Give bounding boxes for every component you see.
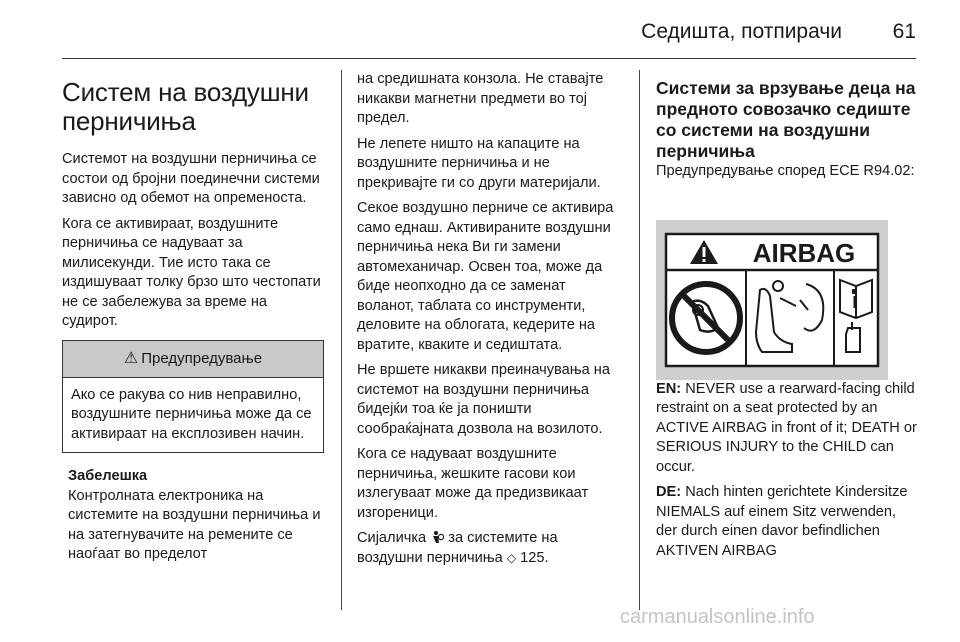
airbag-lamp-icon [430, 530, 448, 546]
page-number: 61 [892, 20, 916, 43]
lang-code: EN: [656, 380, 682, 397]
lamp-text-suffix: за системите на воздушни перничиња [357, 530, 558, 566]
paragraph: Кога се надуваат воздушните перничиња, жешките гасови кои излегуваат може да предизвикаат изгореници. [357, 446, 589, 521]
section-heading: Систем на воздушни перничиња [62, 77, 309, 136]
airbag-label-text: AIRBAG [752, 237, 856, 268]
paragraph: на средишната конзола. Не ставајте никакви магнетни предмети во тој предел. [357, 71, 604, 126]
airbag-warning-label [656, 220, 888, 380]
paragraph: Не вршете никакви преиначувања на системот на воздушни перничиња бидејќи тоа ќе ја поништи сообраќајната дозвола на возилото. [357, 362, 610, 437]
lang-code: DE: [656, 484, 682, 500]
note-block [62, 467, 324, 565]
note-title: Забелешка [68, 468, 148, 484]
column-1 [62, 70, 324, 565]
section-heading: Системи за врзување деца на предното совозачко седиште со системи на воздушни перничиња [656, 78, 916, 161]
warning-box [62, 340, 324, 454]
section-title: Седишта, потпирачи [641, 20, 842, 43]
page-header [62, 10, 916, 60]
airbag-label-graphic [656, 220, 888, 380]
paragraph [357, 529, 625, 568]
paragraph-en [656, 380, 921, 478]
paragraph-de [656, 483, 921, 561]
warning-triangle-icon: ⚠ [123, 349, 139, 367]
column-divider-1 [341, 70, 342, 610]
paragraph: Секое воздушно перниче се активира само еднаш. Активираните воздушни перничиња нека Ви ги замени автомеханичар. Освен тоа, може да биде неопходно да се заменат воланот, таблата со инструменти, деловите на облогата, кедерите на вратите, кваките и седиштата. [357, 200, 614, 353]
column-2 [357, 70, 625, 574]
warning-title: Предупредување [141, 349, 263, 367]
lang-text: NEVER use a rearward-facing child restraint on a seat protected by an ACTIVE AIRBAG in front of it; DEATH or SERIOUS INJURY to the CHILD can occur. [656, 380, 917, 475]
page-reference-icon: ◇ [506, 550, 517, 565]
column-divider-2 [639, 70, 640, 610]
header-divider [62, 58, 916, 59]
lang-text: Nach hinten gerichtete Kindersitze NIEMALS auf einem Sitz verwenden, der durch einen davor befindlichen AKTIVEN AIRBAG [656, 484, 908, 559]
warning-text: Ако се ракува со нив неправилно, воздушните перничиња може да се активираат на експлозивен начин. [71, 386, 312, 442]
watermark: carmanualsonline.info [620, 606, 815, 628]
paragraph: Системот на воздушни перничиња се состои од бројни поединечни системи зависно од обемот на опременоста. [62, 151, 320, 206]
note-text: Контролната електроника на системите на воздушни перничиња и на затегнувачите на ремените се наоѓаат во пределот [68, 487, 321, 562]
lamp-text-prefix: Сијаличка [357, 530, 427, 546]
paragraph: Кога се активираат, воздушните перничиња се надуваат за милисекунди. Тие исто така се издишуваат толку брзо што честопати не се забележува за време на судирот. [62, 215, 321, 329]
paragraph: Не лепете ништо на капаците на воздушните перничиња и не прекривајте ги со други материјали. [357, 135, 601, 191]
warning-header [63, 341, 323, 378]
page-reference: 125. [520, 549, 549, 566]
column-3 [656, 70, 921, 567]
subheading: Предупредување според ECE R94.02: [656, 163, 915, 179]
